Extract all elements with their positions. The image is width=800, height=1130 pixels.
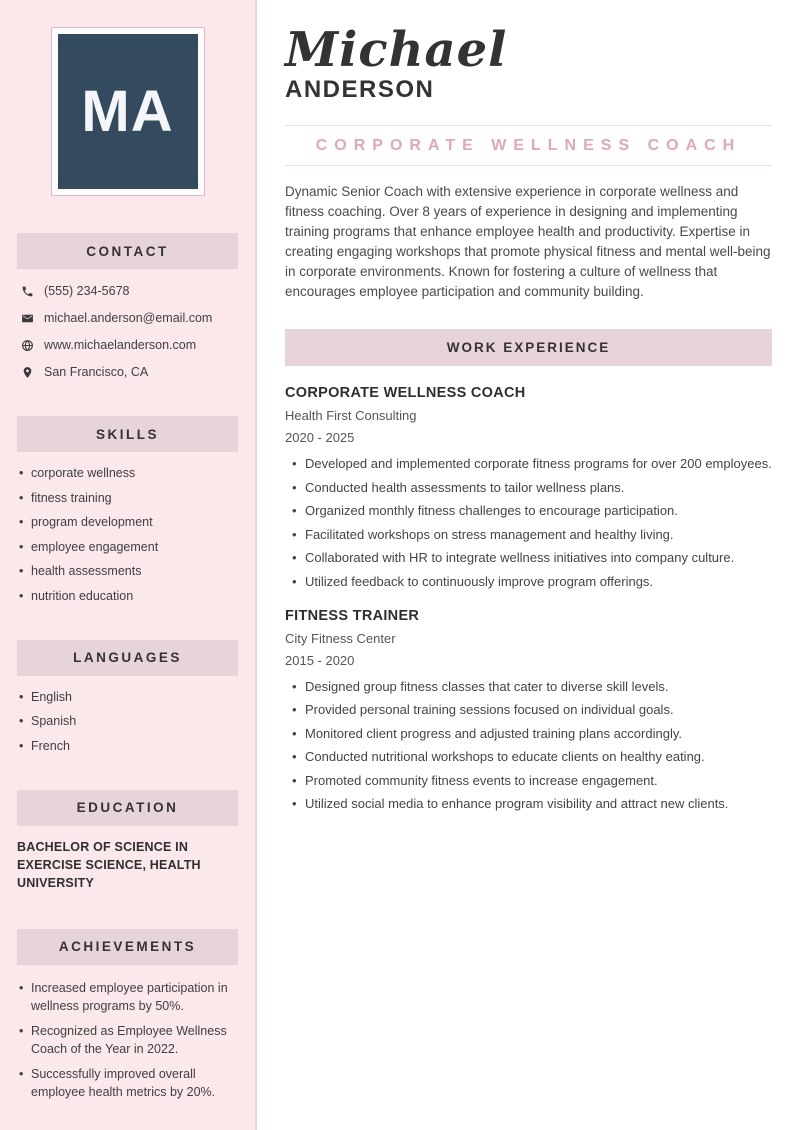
contact-list (17, 284, 238, 379)
list-item: • nutrition education (31, 589, 238, 603)
contact-location (21, 365, 238, 379)
contact-website-text: www.michaelanderson.com (44, 338, 197, 352)
contact-email-text: michael.anderson@email.com (44, 311, 213, 325)
languages-section-header: LANGUAGES (17, 640, 238, 676)
job-block-2 (285, 608, 772, 812)
job-company: City Fitness Center (285, 630, 396, 646)
monogram-initials: MA (81, 79, 174, 144)
list-item: • Spanish (31, 714, 238, 728)
contact-email[interactable] (21, 311, 238, 325)
list-item: • Promoted community fitness events to increase engagement. (305, 773, 772, 788)
list-item: • Developed and implemented corporate fitness programs for over 200 employees. (305, 456, 772, 471)
skills-section-header: SKILLS (17, 416, 238, 452)
languages-list (17, 690, 238, 753)
contact-section-header: CONTACT (17, 233, 238, 269)
job-bullet-list (285, 456, 772, 589)
list-item: • program development (31, 515, 238, 529)
job-dates: 2020 - 2025 (285, 430, 355, 445)
contact-website[interactable] (21, 338, 238, 352)
sidebar (0, 0, 257, 1130)
first-name: Michael (285, 22, 508, 78)
headline-rule-bottom (285, 165, 772, 166)
headline: CORPORATE WELLNESS COACH (315, 137, 742, 154)
list-item: • Provided personal training sessions focused on individual goals. (305, 702, 772, 717)
job-block-1 (285, 385, 772, 589)
achievements-section-header: ACHIEVEMENTS (17, 929, 238, 965)
summary-paragraph: Dynamic Senior Coach with extensive experience in corporate wellness and fitness coaching. Over 8 years of experience in designing and implementing training programs that enhance employee health and productivity. Expertise in creating engaging workshops that promote physical fitness and mental well-being in corporate environments. Known for fostering a culture of wellness that encourages employee participation and community building. (285, 184, 771, 299)
skills-list (17, 466, 238, 603)
contact-phone (21, 284, 238, 298)
list-item: • French (31, 739, 238, 753)
contact-phone-text: (555) 234-5678 (44, 284, 130, 298)
list-item: • Successfully improved overall employee health metrics by 20%. (31, 1065, 238, 1102)
list-item: • Utilized feedback to continuously improve program offerings. (305, 574, 772, 589)
list-item: • fitness training (31, 491, 238, 505)
list-item: • Recognized as Employee Wellness Coach of the Year in 2022. (31, 1022, 238, 1059)
job-dates: 2015 - 2020 (285, 652, 355, 668)
contact-location-text: San Francisco, CA (44, 365, 149, 379)
list-item: • Increased employee participation in wellness programs by 50%. (31, 979, 238, 1016)
list-item: • Utilized social media to enhance program visibility and attract new clients. (305, 796, 772, 811)
achievements-list (17, 979, 238, 1102)
work-experience-header: WORK EXPERIENCE (285, 329, 772, 366)
monogram-frame (51, 27, 205, 196)
list-item: • employee engagement (31, 540, 238, 554)
list-item: • health assessments (31, 564, 238, 578)
monogram-box (58, 34, 198, 189)
education-section-header: EDUCATION (17, 790, 238, 826)
list-item: • Conducted nutritional workshops to educate clients on healthy eating. (305, 749, 772, 764)
job-bullet-list (285, 679, 772, 812)
list-item: • English (31, 690, 238, 704)
list-item: • corporate wellness (31, 466, 238, 480)
list-item: • Conducted health assessments to tailor wellness plans. (305, 480, 772, 495)
email-icon (21, 312, 34, 325)
last-name: ANDERSON (285, 76, 435, 103)
list-item: • Facilitated workshops on stress management and healthy living. (305, 527, 772, 542)
education-degree: BACHELOR OF SCIENCE IN EXERCISE SCIENCE, HEALTH UNIVERSITY (17, 839, 201, 890)
location-icon (21, 366, 34, 379)
job-title: CORPORATE WELLNESS COACH (285, 385, 526, 401)
globe-icon (21, 339, 34, 352)
phone-icon (21, 285, 34, 298)
job-title: FITNESS TRAINER (285, 607, 420, 624)
list-item: • Collaborated with HR to integrate wellness initiatives into company culture. (305, 550, 772, 565)
job-company: Health First Consulting (285, 408, 417, 423)
main-column (257, 0, 800, 1130)
list-item: • Designed group fitness classes that cater to diverse skill levels. (305, 679, 772, 694)
list-item: • Monitored client progress and adjusted training plans accordingly. (305, 726, 772, 741)
list-item: • Organized monthly fitness challenges to encourage participation. (305, 503, 772, 518)
